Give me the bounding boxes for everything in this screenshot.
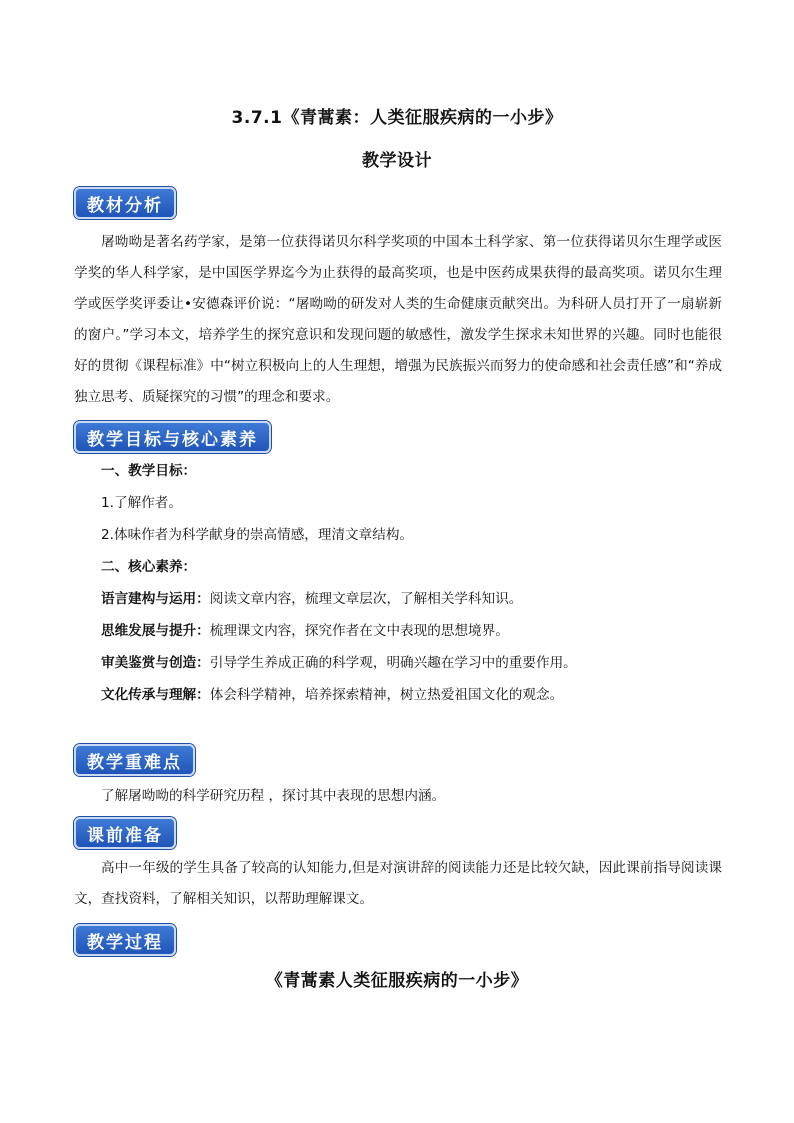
goals-heading: 一、教学目标： bbox=[101, 463, 197, 479]
document-subtitle: 教学设计 bbox=[362, 151, 432, 171]
section-badge-keypoints: 教学重难点 bbox=[74, 744, 195, 776]
literacy-item: 思维发展与提升：梳理课文内容，探究作者在文中表现的思想境界。 bbox=[101, 623, 509, 639]
literacy-heading: 二、核心素养： bbox=[101, 559, 197, 575]
preparation-paragraph: 高中一年级的学生具备了较高的认知能力,但是对演讲辞的阅读能力还是比较欠缺，因此课前指导阅读课文，查找资料，了解相关知识，以帮助理解课文。 bbox=[74, 860, 722, 907]
section-badge-preparation: 课前准备 bbox=[74, 817, 176, 849]
section-badge-process: 教学过程 bbox=[74, 924, 176, 956]
literacy-item: 文化传承与理解：体会科学精神，培养探索精神，树立热爱祖国文化的观念。 bbox=[101, 687, 564, 703]
section-badge-analysis: 教材分析 bbox=[74, 187, 176, 219]
goal-item-1: 1.了解作者。 bbox=[101, 495, 182, 511]
document-title: 3.7.1《青蒿素：人类征服疾病的一小步》 bbox=[231, 108, 563, 128]
keypoints-paragraph: 了解屠呦呦的科学研究历程 ，探讨其中表现的思想内涵。 bbox=[101, 788, 446, 804]
goal-item-2: 2.体味作者为科学献身的崇高情感，理清文章结构。 bbox=[101, 527, 414, 543]
process-heading: 《青蒿素人类征服疾病的一小步》 bbox=[265, 971, 529, 991]
section-badge-goals: 教学目标与核心素养 bbox=[74, 421, 271, 453]
analysis-paragraph: 屠呦呦是著名药学家，是第一位获得诺贝尔科学奖项的中国本土科学家、第一位获得诺贝尔生理学或医学奖的华人科学家，是中国医学界迄今为止获得的最高奖项，也是中医药成果获得的最高奖项。诺贝尔生理学或医学奖评委让•安德森评价说：“屠呦呦的研发对人类的生命健康贡献突出。为科研人员打开了一扇崭新的窗户。”学习本文，培养学生的探究意识和发现问题的敏感性，激发学生探求未知世界的兴趣。同时也能很好的贯彻《课程标准》中“树立积极向上的人生理想，增强为民族振兴而努力的使命感和社会责任感”和“养成独立思考、质疑探究的习惯”的理念和要求。 bbox=[74, 234, 722, 405]
literacy-item: 语言建构与运用：阅读文章内容，梳理文章层次，了解相关学科知识。 bbox=[101, 591, 523, 607]
literacy-item: 审美鉴赏与创造：引导学生养成正确的科学观，明确兴趣在学习中的重要作用。 bbox=[101, 655, 577, 671]
